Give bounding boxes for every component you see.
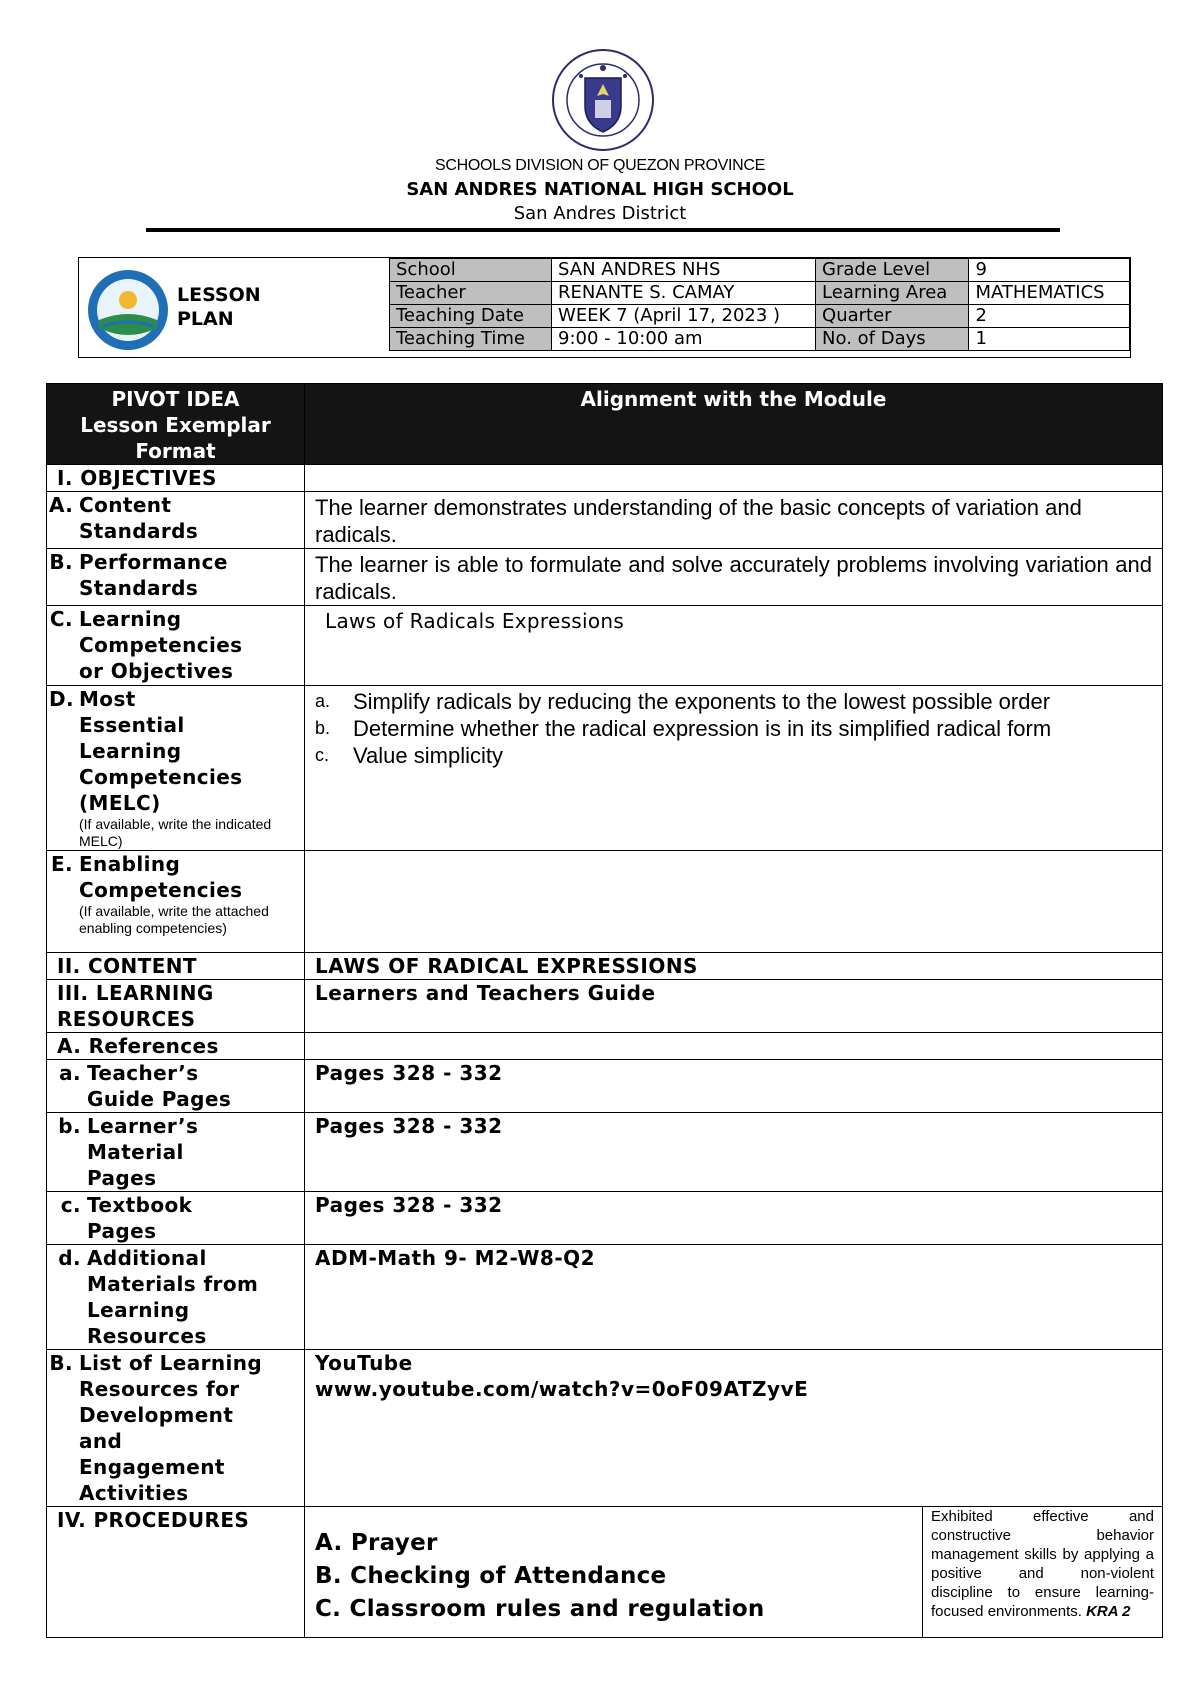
- kra-indicator: [922, 1507, 1162, 1638]
- procedure-item: A. Prayer: [315, 1530, 438, 1556]
- references-label: A. References: [47, 1033, 305, 1060]
- lesson-info-box: [78, 257, 1131, 358]
- table-row: [47, 1113, 1163, 1192]
- lesson-plan-label: [177, 283, 261, 331]
- teaching-time-value: 9:00 - 10:00 am: [552, 328, 816, 351]
- label-line: Competencies: [79, 878, 243, 902]
- label-line: Development: [79, 1403, 234, 1427]
- school-value: SAN ANDRES NHS: [552, 259, 816, 282]
- label-line: Learning: [79, 739, 182, 763]
- list-item: [305, 688, 1152, 715]
- district-name: San Andres District: [513, 203, 687, 224]
- table-row: [47, 606, 1163, 686]
- lesson-exemplar-table: [46, 383, 1163, 1638]
- procedure-item: C. Classroom rules and regulation: [315, 1596, 765, 1622]
- label-line: Learning: [87, 1298, 190, 1322]
- label-line: Essential: [79, 713, 185, 737]
- label-line: or Objectives: [79, 659, 234, 683]
- alignment-header: Alignment with the Module: [305, 384, 1163, 465]
- teachers-guide-label: [47, 1060, 305, 1113]
- list-resources-value: [305, 1350, 1163, 1507]
- table-row: [47, 686, 1163, 851]
- resource-name: YouTube: [315, 1351, 413, 1375]
- list-item: [305, 742, 1152, 769]
- label-line: Material: [87, 1140, 184, 1164]
- school-name: SAN ANDRES NATIONAL HIGH SCHOOL: [406, 179, 794, 200]
- enabling-note: (If available, write the attached enabling competencies): [79, 903, 269, 936]
- teaching-date-value: WEEK 7 (April 17, 2023 ): [552, 305, 816, 328]
- textbook-value: Pages 328 - 332: [305, 1192, 1163, 1245]
- label-line: III. LEARNING: [57, 981, 214, 1005]
- melc-value: [305, 686, 1163, 851]
- table-row: [47, 1033, 1163, 1060]
- performance-standards-value: The learner is able to formulate and solve accurately problems involving variation and radicals.: [305, 549, 1163, 606]
- pivot-idea-header: [47, 384, 305, 465]
- label-line: (MELC): [79, 791, 161, 815]
- enabling-competencies-label: [47, 851, 305, 953]
- label-line: Standards: [79, 519, 199, 543]
- references-value: [305, 1033, 1163, 1060]
- table-row: [47, 1192, 1163, 1245]
- table-row: [47, 1350, 1163, 1507]
- teaching-time-label: Teaching Time: [390, 328, 552, 351]
- additional-materials-value: ADM-Math 9- M2-W8-Q2: [305, 1245, 1163, 1350]
- objectives-value: [305, 465, 1163, 492]
- table-row: [47, 1060, 1163, 1113]
- deped-seal-logo: [551, 48, 655, 152]
- learners-material-value: Pages 328 - 332: [305, 1113, 1163, 1192]
- list-marker: c.: [315, 745, 330, 765]
- kra-text: Exhibited effective and constructive behavior management skills by applying a positive and non-violent discipline to ensure learning-focused environments.: [930, 1508, 1154, 1620]
- table-row: [47, 465, 1163, 492]
- table-row: [47, 953, 1163, 980]
- teacher-value: RENANTE S. CAMAY: [552, 282, 816, 305]
- label-line: Enabling: [79, 852, 181, 876]
- header-line: Format: [135, 439, 216, 463]
- quarter-label: Quarter: [816, 305, 969, 328]
- days-value: 1: [969, 328, 1130, 351]
- label-line: Resources: [87, 1324, 207, 1348]
- textbook-label: [47, 1192, 305, 1245]
- list-marker: A.: [49, 493, 74, 517]
- list-marker: b.: [315, 718, 331, 738]
- label-line: Pages: [87, 1219, 157, 1243]
- label-line: Activities: [79, 1481, 189, 1505]
- list-marker: B.: [49, 550, 73, 574]
- list-marker: d.: [58, 1246, 81, 1270]
- label-line: Competencies: [79, 633, 243, 657]
- label-line: Learning: [79, 607, 182, 631]
- label-line: Learner’s: [87, 1114, 199, 1138]
- list-marker: D.: [49, 687, 74, 711]
- table-row: [47, 549, 1163, 606]
- table-row: [47, 1245, 1163, 1350]
- school-label: School: [390, 259, 552, 282]
- list-marker: E.: [50, 852, 73, 876]
- label-line: Additional: [87, 1246, 207, 1270]
- lesson-plan-word-2: PLAN: [177, 308, 234, 330]
- learning-area-label: Learning Area: [816, 282, 969, 305]
- learners-material-label: [47, 1113, 305, 1192]
- procedure-item: B. Checking of Attendance: [315, 1563, 667, 1589]
- additional-materials-label: [47, 1245, 305, 1350]
- table-row: [47, 980, 1163, 1033]
- list-marker: b.: [58, 1114, 81, 1138]
- melc-list: [305, 688, 1152, 769]
- table-row: [47, 492, 1163, 549]
- days-label: No. of Days: [816, 328, 969, 351]
- list-item-text: Determine whether the radical expression is in its simplified radical form: [353, 716, 1052, 741]
- label-line: Standards: [79, 576, 199, 600]
- label-line: Content: [79, 493, 172, 517]
- label-line: Pages: [87, 1166, 157, 1190]
- list-marker: B.: [49, 1351, 73, 1375]
- procedures-label: IV. PROCEDURES: [47, 1507, 305, 1638]
- school-seal-logo: [85, 268, 171, 352]
- list-item: [305, 715, 1152, 742]
- list-item-text: Simplify radicals by reducing the exponents to the lowest possible order: [353, 689, 1051, 714]
- label-line: Performance: [79, 550, 228, 574]
- label-line: Teacher’s: [87, 1061, 199, 1085]
- lesson-info-grid: [389, 258, 1130, 351]
- content-label: II. CONTENT: [47, 953, 305, 980]
- melc-label: [47, 686, 305, 851]
- learning-area-value: MATHEMATICS: [969, 282, 1130, 305]
- label-line: Guide Pages: [87, 1087, 232, 1111]
- grade-level-label: Grade Level: [816, 259, 969, 282]
- list-marker: C.: [49, 607, 73, 631]
- kra-tag: KRA 2: [1086, 1603, 1131, 1620]
- youtube-link[interactable]: www.youtube.com/watch?v=0oF09ATZyvE: [315, 1377, 809, 1401]
- learning-competencies-value: Laws of Radicals Expressions: [305, 606, 1163, 686]
- label-line: Materials from: [87, 1272, 259, 1296]
- content-value: LAWS OF RADICAL EXPRESSIONS: [305, 953, 1163, 980]
- list-resources-label: [47, 1350, 305, 1507]
- learning-resources-value: Learners and Teachers Guide: [305, 980, 1163, 1033]
- label-line: RESOURCES: [57, 1007, 196, 1031]
- label-line: List of Learning: [79, 1351, 263, 1375]
- label-line: Resources for: [79, 1377, 240, 1401]
- header-line: Lesson Exemplar: [80, 413, 271, 437]
- label-line: Textbook: [87, 1193, 193, 1217]
- list-marker: c.: [60, 1193, 81, 1217]
- header-line: PIVOT IDEA: [111, 387, 240, 411]
- melc-note: (If available, write the indicated MELC): [79, 816, 272, 849]
- learning-resources-label: [47, 980, 305, 1033]
- teachers-guide-value: Pages 328 - 332: [305, 1060, 1163, 1113]
- objectives-label: I. OBJECTIVES: [47, 465, 305, 492]
- label-line: Engagement: [79, 1455, 225, 1479]
- division-name: SCHOOLS DIVISION OF QUEZON PROVINCE: [435, 157, 765, 174]
- table-header-row: [47, 384, 1163, 465]
- teaching-date-label: Teaching Date: [390, 305, 552, 328]
- enabling-competencies-value: [305, 851, 1163, 953]
- content-standards-label: [47, 492, 305, 549]
- table-row: [47, 851, 1163, 953]
- quarter-value: 2: [969, 305, 1130, 328]
- lesson-plan-word-1: LESSON: [177, 284, 261, 306]
- procedures-value: [305, 1507, 923, 1638]
- header-divider: [146, 228, 1060, 232]
- list-item-text: Value simplicity: [353, 743, 503, 768]
- content-standards-value: The learner demonstrates understanding of the basic concepts of variation and radicals.: [305, 492, 1163, 549]
- label-line: and: [79, 1429, 123, 1453]
- list-marker: a.: [315, 691, 331, 711]
- performance-standards-label: [47, 549, 305, 606]
- list-marker: a.: [59, 1061, 81, 1085]
- teacher-label: Teacher: [390, 282, 552, 305]
- table-row: [47, 1507, 1163, 1638]
- grade-level-value: 9: [969, 259, 1130, 282]
- label-line: Competencies: [79, 765, 243, 789]
- label-line: Most: [79, 687, 136, 711]
- learning-competencies-label: [47, 606, 305, 686]
